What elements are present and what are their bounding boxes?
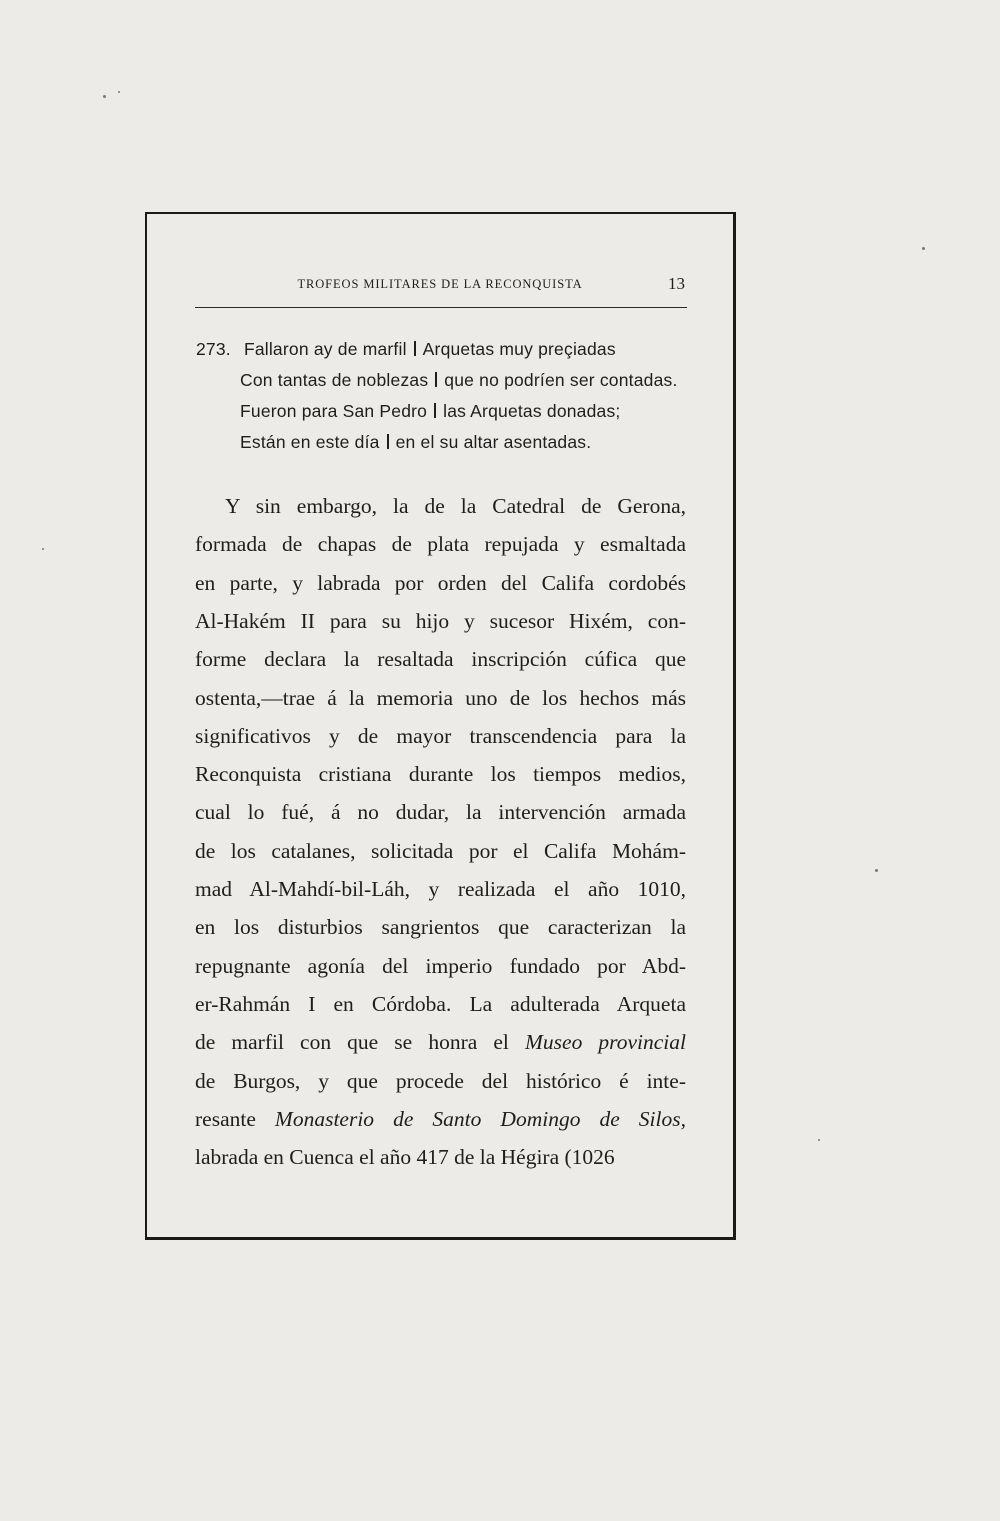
verse-line	[240, 427, 591, 457]
prose-text: de Burgos, y que procede del histórico é inte-	[195, 1068, 686, 1093]
page-number: 13	[668, 274, 685, 293]
caesura-bar	[435, 372, 437, 387]
prose-line	[195, 564, 686, 602]
verse-hemistich: Arquetas muy preçiadas	[422, 339, 616, 359]
verse-line	[196, 334, 616, 364]
prose-text: en los disturbios sangrientos que caracterizan la	[195, 915, 686, 940]
prose-line	[195, 525, 686, 563]
prose-text: Y sin embargo, la de la Catedral de Gerona,	[225, 494, 686, 518]
prose-line	[195, 1062, 686, 1100]
prose-text: en parte, y labrada por orden del Califa cordobés	[195, 570, 686, 595]
prose-line	[195, 640, 686, 678]
caesura-bar	[414, 341, 416, 356]
prose-text: mad Al-Mahdí-bil-Láh, y realizada el año 1010,	[195, 877, 686, 901]
prose-line	[195, 717, 686, 755]
verse-number: 273.	[196, 339, 231, 359]
prose-text: formada de chapas de plata repujada y esmaltada	[195, 532, 686, 557]
header-rule	[195, 307, 687, 308]
verse-hemistich: en el su altar asentadas.	[395, 432, 592, 452]
prose-text: repugnante agonía del imperio fundado por Abd-	[195, 953, 686, 978]
prose-text: forme declara la resaltada inscripción cúfica que	[195, 647, 686, 672]
running-head-title: TROFEOS MILITARES DE LA RECONQUISTA	[297, 277, 583, 291]
paper-speck	[875, 869, 878, 872]
prose-text: de marfil con que se honra el	[195, 1030, 525, 1055]
prose-text: Reconquista cristiana durante los tiempos medios,	[195, 762, 686, 787]
prose-text: ostenta,—trae á la memoria uno de los hechos más	[195, 685, 686, 710]
paper-speck	[922, 247, 925, 250]
prose-line	[195, 679, 686, 717]
running-head	[195, 276, 685, 296]
prose-line	[195, 793, 686, 831]
italic-title: Monasterio de Santo Domingo de Silos,	[274, 1106, 686, 1131]
verse-line	[240, 365, 678, 395]
prose-line	[195, 1100, 686, 1138]
prose-line	[195, 832, 686, 870]
prose-line	[195, 487, 686, 525]
prose-text: labrada en Cuenca el año 417 de la Hégira (1026	[195, 1145, 615, 1170]
caesura-bar	[387, 434, 389, 449]
prose-line	[195, 602, 686, 640]
prose-line	[195, 947, 686, 985]
prose-line	[195, 755, 686, 793]
verse-hemistich: Fueron para San Pedro	[240, 401, 428, 421]
verse-line	[240, 396, 621, 426]
verse-hemistich: Con tantas de noblezas	[240, 370, 429, 390]
paper-speck	[103, 95, 106, 98]
verse-hemistich: que no podríen ser contadas.	[444, 370, 678, 390]
paper-speck	[818, 1139, 820, 1141]
prose-text: Al-Hakém II para su hijo y sucesor Hixém, con-	[195, 608, 686, 633]
verse-hemistich: Fallaron ay de marfil	[243, 339, 407, 359]
prose-text: cual lo fué, á no dudar, la intervención armada	[195, 800, 686, 825]
verse-hemistich: las Arquetas donadas;	[443, 401, 621, 421]
caesura-bar	[434, 403, 436, 418]
verse-hemistich: Están en este día	[240, 432, 380, 452]
italic-title: Museo provincial	[525, 1030, 686, 1055]
prose-text: er-Rahmán I en Córdoba. La adulterada Arqueta	[195, 991, 686, 1016]
prose-line	[195, 870, 686, 908]
prose-text: resante	[195, 1106, 275, 1131]
prose-line	[195, 908, 686, 946]
paper-speck	[118, 91, 120, 93]
prose-text: de los catalanes, solicitada por el Califa Mohám-	[195, 838, 686, 863]
prose-text: significativos y de mayor transcendencia para la	[195, 723, 686, 748]
prose-line	[195, 1138, 686, 1176]
prose-line	[195, 1023, 686, 1061]
paper-speck	[42, 548, 44, 550]
prose-line	[195, 985, 686, 1023]
